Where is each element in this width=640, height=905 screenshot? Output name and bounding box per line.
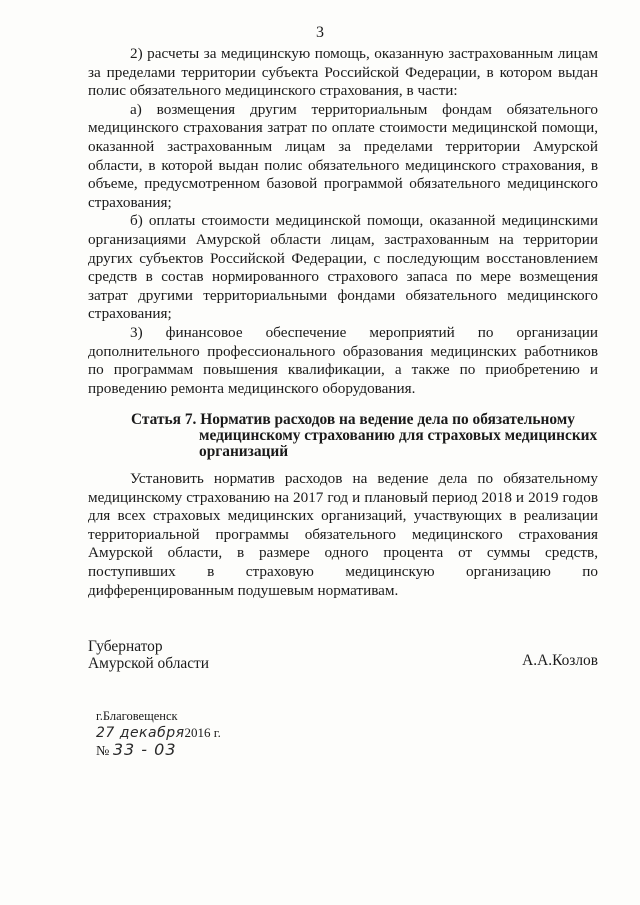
article-7-paragraph: Установить норматив расходов на ведение дела по обязательному медицинскому страхованию на 2017 год и плановый период 2018 и 2019 годов для всех страховых медицинских организаций, участвующих в реализации территориальной программы обязательного медицинского страхования Амурской области, в размере одного процента от суммы средств, поступивших в страховую медицинскую организацию по дифференцированным подушевым нормативам. xyxy=(88,470,598,599)
date-line xyxy=(96,725,296,741)
page-number: 3 xyxy=(316,24,324,41)
article-heading-line3: организаций xyxy=(199,442,289,460)
paragraph-2b: б) оплаты стоимости медицинской помощи, оказанной медицинскими организациями Амурской области лицам, застрахованным на территории других субъектов Российской Федерации, с последующим восстановлением средств в состав нормированного страхового запаса по мере возмещения затрат другими территориальными фондами обязательного медицинского страхования; xyxy=(88,212,598,323)
handwritten-number: 33 - 03 xyxy=(112,740,177,759)
paragraph-2: 2) расчеты за медицинскую помощь, оказанную застрахованным лицам за пределами территории субъекта Российской Федерации, в котором выдан полис обязательного медицинского страхования, в части: xyxy=(88,45,598,100)
article-7-body xyxy=(88,470,598,600)
city: г.Благовещенск xyxy=(96,709,178,723)
signatory-name: А.А.Козлов xyxy=(522,652,598,669)
document-number-line xyxy=(96,742,296,759)
number-sign: № xyxy=(96,744,110,759)
paragraph-2a: а) возмещения другим территориальным фондам обязательного медицинского страхования затрат по оплате стоимости медицинской помощи, оказанной застрахованным лицам за пределами территории Амурской области, в которой выдан полис обязательного медицинского страхования, в объеме, предусмотренном базовой программой обязательного медицинского страхования; xyxy=(88,100,598,211)
date-year: 2016 г. xyxy=(184,725,221,740)
article-heading-line2: медицинскому страхованию для страховых медицинских xyxy=(199,426,598,444)
signatory-title-line1: Губернатор xyxy=(88,638,163,655)
article-heading-line1: Статья 7. Норматив расходов на ведение дела по обязательному xyxy=(131,411,575,428)
handwritten-date: 27 декабря xyxy=(96,725,185,741)
article-7-heading xyxy=(88,412,598,459)
article-6-continuation xyxy=(88,45,598,398)
signature-block xyxy=(88,638,598,672)
place-date-block xyxy=(96,709,296,759)
signatory-title-line2: Амурской области xyxy=(88,655,209,672)
paragraph-3: 3) финансовое обеспечение мероприятий по организации дополнительного профессионального образования медицинских работников по программам повышения квалификации, а также по приобретению и проведению ремонта медицинского оборудования. xyxy=(88,323,598,397)
